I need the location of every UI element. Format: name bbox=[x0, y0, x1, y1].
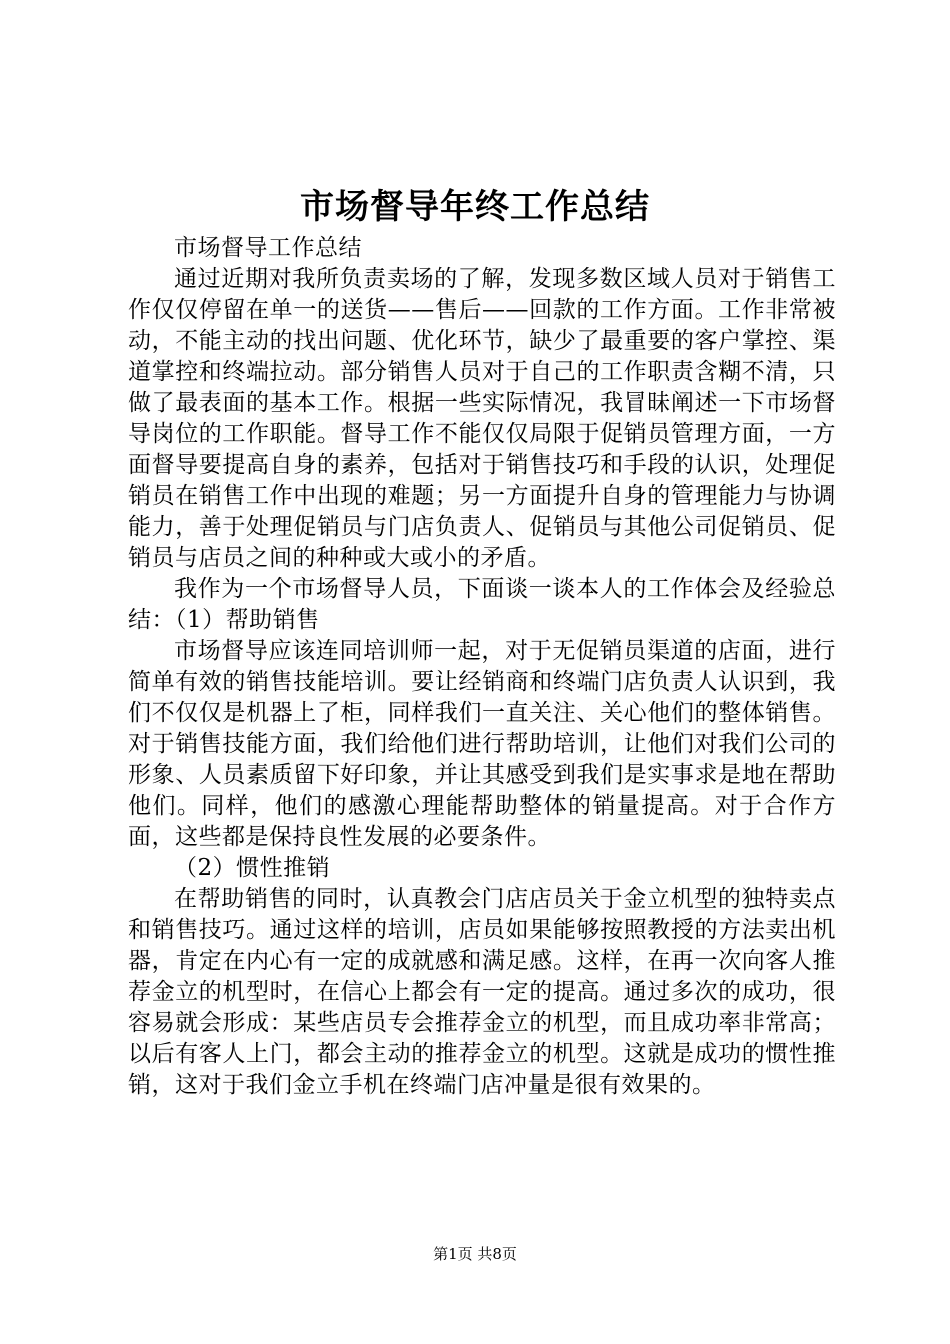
paragraph-section-heading-2: （2）惯性推销 bbox=[174, 855, 331, 881]
paragraph-inertia-selling: 在帮助销售的同时，认真教会门店店员关于金立机型的独特卖点和销售技巧。通过这样的培训，店员如果能够按照教授的方法卖出机器，肯定在内心有一定的成就感和满足感。这样，在再一次向客人推荐金立的机型时，在信心上都会有一定的提高。通过多次的成功，很容易就会形成：某些店员专会推荐金立的机型，而且成功率非常高；以后有客人上门，都会主动的推荐金立的机型。这就是成功的惯性推销，这对于我们金立手机在终端门店冲量是很有效果的。 bbox=[128, 886, 836, 1098]
paragraph-experience-summary: 我作为一个市场督导人员，下面谈一谈本人的工作体会及经验总结：（1）帮助销售 bbox=[128, 576, 836, 633]
paragraph-intro: 通过近期对我所负责卖场的了解，发现多数区域人员对于销售工作仅仅停留在单一的送货——售后——回款的工作方面。工作非常被动，不能主动的找出问题、优化环节，缺少了最重要的客户掌控、渠道掌控和终端拉动。部分销售人员对于自己的工作职责含糊不清，只做了最表面的基本工作。根据一些实际情况，我冒昧阐述一下市场督导岗位的工作职能。督导工作不能仅仅局限于促销员管理方面，一方面督导要提高自身的素养，包括对于销售技巧和手段的认识，处理促销员在销售工作中出现的难题；另一方面提升自身的管理能力与协调能力，善于处理促销员与门店负责人、促销员与其他公司促销员、促销员与店员之间的种种或大或小的矛盾。 bbox=[128, 266, 836, 571]
paragraph-help-sales: 市场督导应该连同培训师一起，对于无促销员渠道的店面，进行简单有效的销售技能培训。要让经销商和终端门店负责人认识到，我们不仅仅是机器上了柜，同样我们一直关注、关心他们的整体销售。对于销售技能方面，我们给他们进行帮助培训，让他们对我们公司的形象、人员素质留下好印象，并让其感受到我们是实事求是地在帮助他们。同样，他们的感激心理能帮助整体的销量提高。对于合作方面，这些都是保持良性发展的必要条件。 bbox=[128, 638, 836, 850]
document-body bbox=[128, 233, 836, 1101]
page-number-footer: 第1页 共8页 bbox=[433, 1245, 517, 1263]
document-title: 市场督导年终工作总结 bbox=[300, 187, 650, 227]
paragraph-subtitle: 市场督导工作总结 bbox=[174, 235, 362, 261]
